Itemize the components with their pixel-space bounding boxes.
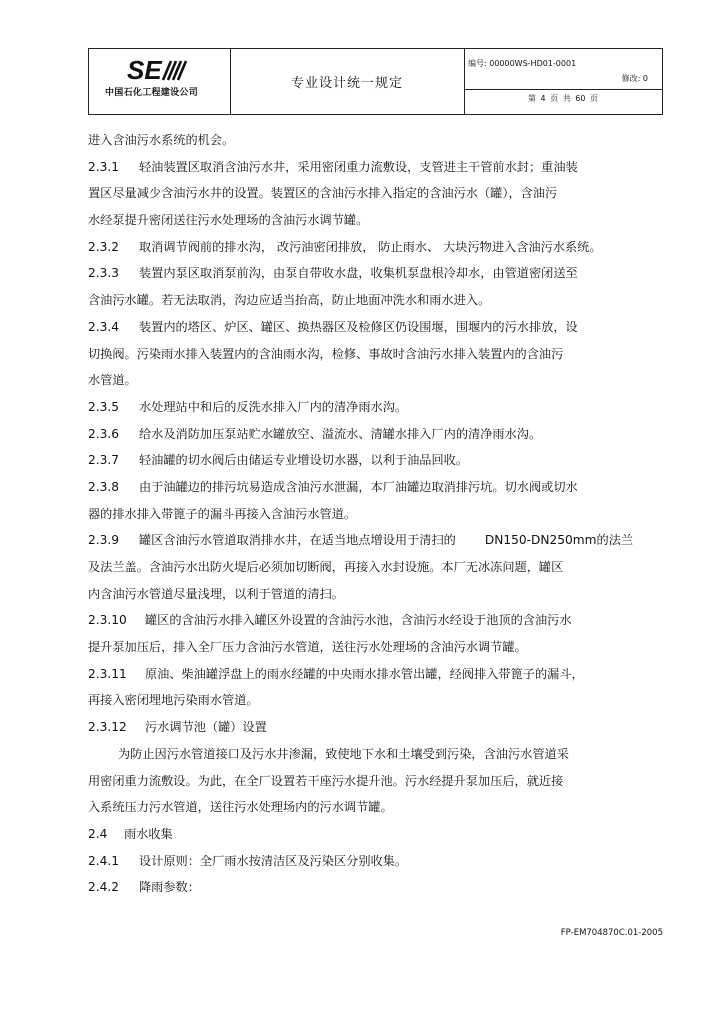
clause-number: 2.4.1 xyxy=(88,853,120,868)
clause-number: 2.3.9 xyxy=(88,533,120,548)
text-line: 用密闭重力流敷设。为此，在全厂设置若干座污水提升池。污水经提升泵加压后，就近接 xyxy=(88,773,564,788)
text-line: 再接入密闭埋地污染雨水管道。 xyxy=(88,693,259,708)
company-logo-cell xyxy=(89,49,231,114)
clause-number: 2.3.7 xyxy=(88,453,120,468)
clause-number: 2.3.4 xyxy=(88,319,120,334)
clause-2-3-3 xyxy=(88,260,663,287)
page-number: 第 4 页 共 60 页 xyxy=(528,94,598,103)
clause-number: 2.3.6 xyxy=(88,426,120,441)
clause-text: 装置内的塔区、炉区、罐区、换热器区及检修区仍设围堰，围堰内的污水排放，设 xyxy=(139,319,578,334)
clause-2-3-12 xyxy=(88,714,663,741)
clause-2-3-10 xyxy=(88,607,663,634)
clause-heading: 污水调节池（罐）设置 xyxy=(145,720,267,735)
document-meta xyxy=(464,49,662,114)
clause-2-3-8 xyxy=(88,474,663,501)
text-line: 水管道。 xyxy=(88,373,137,388)
clause-text: 由于油罐边的排污坑易造成含油污水泄漏，本厂油罐边取消排污坑。切水阀或切水 xyxy=(139,479,578,494)
logo-mark: SE xyxy=(127,57,162,83)
company-name: 中国石化工程建设公司 xyxy=(105,88,199,98)
clause-number: 2.3.2 xyxy=(88,239,120,254)
section-2-4 xyxy=(88,821,663,848)
clause-2-3-9 xyxy=(88,527,663,554)
clause-number: 2.3.3 xyxy=(88,266,120,281)
text-line: 提升泵加压后，排入全厂压力含油污水管道，送往污水处理场的含油污水调节罐。 xyxy=(88,640,527,655)
clause-number: 2.4.2 xyxy=(88,880,120,895)
clause-2-3-11 xyxy=(88,661,663,688)
paragraph-line: 为防止因污水管道接口及污水井渗漏，致使地下水和土壤受到污染，含油污水管道采 xyxy=(118,746,569,761)
clause-text: 给水及消防加压泵站贮水罐放空、溢流水、清罐水排入厂内的清净雨水沟。 xyxy=(139,426,542,441)
document-code: 编号: 00000WS-HD01-0001 xyxy=(468,59,577,68)
clause-2-3-2 xyxy=(88,234,663,261)
text-line: 含油污水罐。若无法取消，沟边应适当抬高，防止地面冲洗水和雨水进入。 xyxy=(88,293,491,308)
clause-2-3-7 xyxy=(88,447,663,474)
revision-number: 修改: 0 xyxy=(621,74,648,83)
clause-text: 罐区的含油污水排入罐区外设置的含油污水池，含油污水经设于池顶的含油污水 xyxy=(145,613,572,628)
clause-text: 轻油罐的切水阀后由储运专业增设切水器，以利于油品回收。 xyxy=(139,453,469,468)
clause-2-4-2 xyxy=(88,874,663,901)
clause-text: 罐区含油污水管道取消排水井，在适当地点增设用于清扫的 xyxy=(139,533,456,548)
clause-text: 原油、柴油罐浮盘上的雨水经罐的中央雨水排水管出罐，经阀排入带篦子的漏斗， xyxy=(145,666,584,681)
clause-text: 装置内泵区取消泵前沟，由泵自带收水盘，收集机泵盘根冷却水，由管道密闭送至 xyxy=(139,266,578,281)
clause-text: 轻油装置区取消含油污水井，采用密闭重力流敷设，支管进主干管前水封；重油装 xyxy=(139,159,578,174)
pipe-size-range: DN150-DN250mm xyxy=(484,533,597,548)
text-line: 水经泵提升密闭送往污水处理场的含油污水调节罐。 xyxy=(88,213,369,228)
section-number: 2.4 xyxy=(88,826,108,841)
clause-text: 取消调节阀前的排水沟， 改污油密闭排放， 防止雨水、 大块污物进入含油污水系统。 xyxy=(139,239,602,254)
text-line: 入系统压力污水管道，送往污水处理场内的污水调节罐。 xyxy=(88,800,393,815)
text-line: 进入含油污水系统的机会。 xyxy=(88,133,235,147)
document-body xyxy=(88,127,663,901)
document-title: 专业设计统一规定 xyxy=(230,49,465,114)
clause-number: 2.3.1 xyxy=(88,159,120,174)
text-line: 及法兰盖。含油污水出防火堤后必须加切断阀，再接入水封设施。本厂无冰冻问题，罐区 xyxy=(88,560,564,574)
clause-2-3-1 xyxy=(88,154,663,181)
clause-text: 的法兰 xyxy=(596,533,634,548)
clause-number: 2.3.11 xyxy=(88,666,127,681)
clause-2-3-6 xyxy=(88,421,663,448)
clause-number: 2.3.8 xyxy=(88,479,120,494)
clause-text: 设计原则：全厂雨水按清洁区及污染区分别收集。 xyxy=(139,853,408,868)
text-line: 置区尽量减少含油污水井的设置。装置区的含油污水排入指定的含油污水（罐），含油污 xyxy=(88,186,558,201)
clause-2-4-1 xyxy=(88,848,663,875)
text-line: 器的排水排入带篦子的漏斗再接入含油污水管道。 xyxy=(88,506,357,521)
form-code: FP-EM704870C.01-2005 xyxy=(560,928,663,938)
document-header xyxy=(88,48,663,115)
text-line: 切换阀。污染雨水排入装置内的含油雨水沟，检修、事故时含油污水排入装置内的含油污 xyxy=(88,346,564,361)
clause-text: 水处理站中和后的反洗水排入厂内的清净雨水沟。 xyxy=(139,399,408,414)
clause-text: 降雨参数： xyxy=(139,880,200,895)
clause-number: 2.3.10 xyxy=(88,613,127,628)
text-line: 内含油污水管道尽量浅埋，以利于管道的清扫。 xyxy=(88,586,344,601)
clause-2-3-5 xyxy=(88,394,663,421)
clause-number: 2.3.12 xyxy=(88,720,127,735)
sei-logo-icon xyxy=(105,57,205,83)
section-heading: 雨水收集 xyxy=(124,826,173,841)
clause-2-3-4 xyxy=(88,314,663,341)
clause-number: 2.3.5 xyxy=(88,399,120,414)
